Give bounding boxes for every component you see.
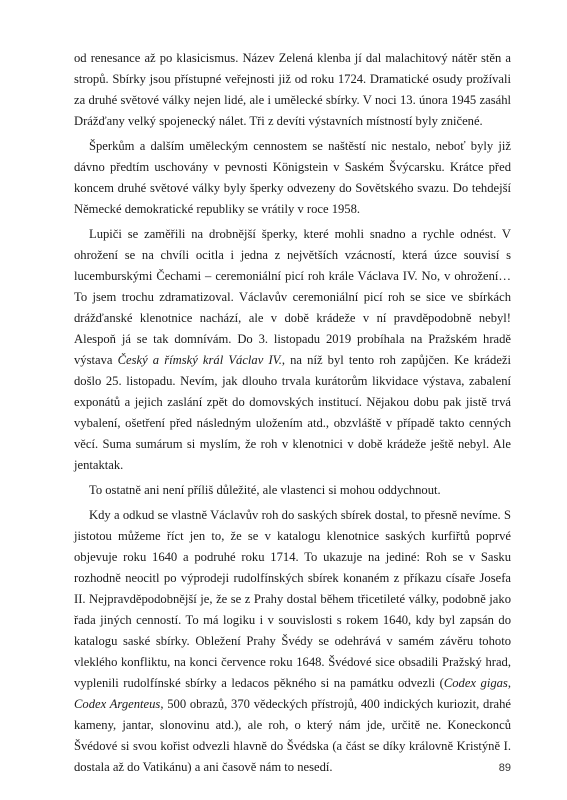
paragraph-2 (74, 136, 511, 220)
body-text (74, 48, 511, 778)
text-run: Šperkům a dalším uměleckým cennostem se naštěstí nic nestalo, neboť byly již dávno předtím uschovány v pevnosti Königstein v Saském Švýcarsku. Krátce před koncem druhé světové války byly šperky odvezeny do Sovětského svazu. Do tehdejší Německé demokratické republiky se vrátily v roce 1958. (74, 139, 511, 216)
italic-title: Český a římský král Václav IV. (117, 353, 282, 367)
text-run: , (507, 676, 511, 690)
page-number: 89 (498, 762, 511, 774)
text-run: Kdy a odkud se vlastně Václavův roh do saských sbírek dostal, to přesně nevíme. S jistotou můžeme říct jen to, že se v katalogu klenotnice saských kurfiřtů poprvé objevuje roku 1640 a podruhé roku 1714. To ukazuje na jediné: Roh se v Sasku rozhodně neocitl po výprodeji rudolfínských sbírek konaném z příkazu císaře Josefa II. Nejpravděpodobnější je, že se z Prahy dostal během třicetileté války, podobně jako řada jiných cenností. To má logiku i v souvislosti s rokem 1640, kdy byl zapsán do katalogu saské sbírky. Obležení Prahy Švédy se odehrává v samém závěru tohoto vleklého konfliktu, na konci července roku 1648. Švédové sice obsadili Pražský hrad, vyplenili rudolfínské sbírky a ledacos pěkného si na památku odvezli ( (74, 508, 511, 690)
italic-title: Codex Argenteus (74, 697, 161, 711)
text-run: , na níž byl tento roh zapůjčen. Ke krádeži došlo 25. listopadu. Nevím, jak dlouho trvala kurátorům likvidace výstava, zabalení exponátů a jejich zaslání zpět do domovských institucí. Nějakou dobu pak jistě trvá vybalení, ošetření před následným uložením atd., obzvláště v případě takto cenných věcí. Suma sumárum si myslím, že roh v klenotnici v době krádeže ještě nebyl. Ale jentaktak. (74, 353, 511, 472)
text-run: Lupiči se zaměřili na drobnější šperky, které mohli snadno a rychle odnést. V ohrožení se na chvíli ocitla i jedna z největších vzácností, která úzce souvisí s lucemburskými Čechami – ceremoniální picí roh krále Václava IV. No, v ohrožení… To jsem trochu zdramatizoval. Václavův ceremoniální picí roh se sice ve sbírkách drážďanské klenotnice nachází, ale v době krádeže v ní pravděpodobně nebyl! Alespoň já se tak domnívám. Do 3. listopadu 2019 probíhala na Pražském hradě výstava (74, 227, 511, 367)
text-run: , 500 obrazů, 370 vědeckých přístrojů, 400 indických kuriozit, drahé kameny, jantar, slonovinu atd.), ale roh, o který nám jde, určitě ne. Koneckonců Švédové si svou kořist odvezli hlavně do Švédska (a část se díky královně Kristýně I. dostala až do Vatikánu) a ani časově nám to nesedí. (74, 697, 511, 774)
paragraph-4 (74, 480, 511, 501)
paragraph-1 (74, 48, 511, 132)
italic-title: Codex gigas (443, 676, 508, 690)
paragraph-5 (74, 505, 511, 778)
paragraph-3 (74, 224, 511, 476)
text-run: To ostatně ani není příliš důležité, ale vlastenci si mohou oddychnout. (89, 483, 441, 497)
text-run: od renesance až po klasicismus. Název Zelená klenba jí dal malachitový nátěr stěn a stropů. Sbírky jsou přístupné veřejnosti již od roku 1724. Dramatické osudy prožívali za druhé světové války nejen lidé, ale i umělecké sbírky. V noci 13. února 1945 zasáhl Drážďany velký spojenecký nálet. Tři z devíti výstavních místností byly zničené. (74, 51, 511, 128)
